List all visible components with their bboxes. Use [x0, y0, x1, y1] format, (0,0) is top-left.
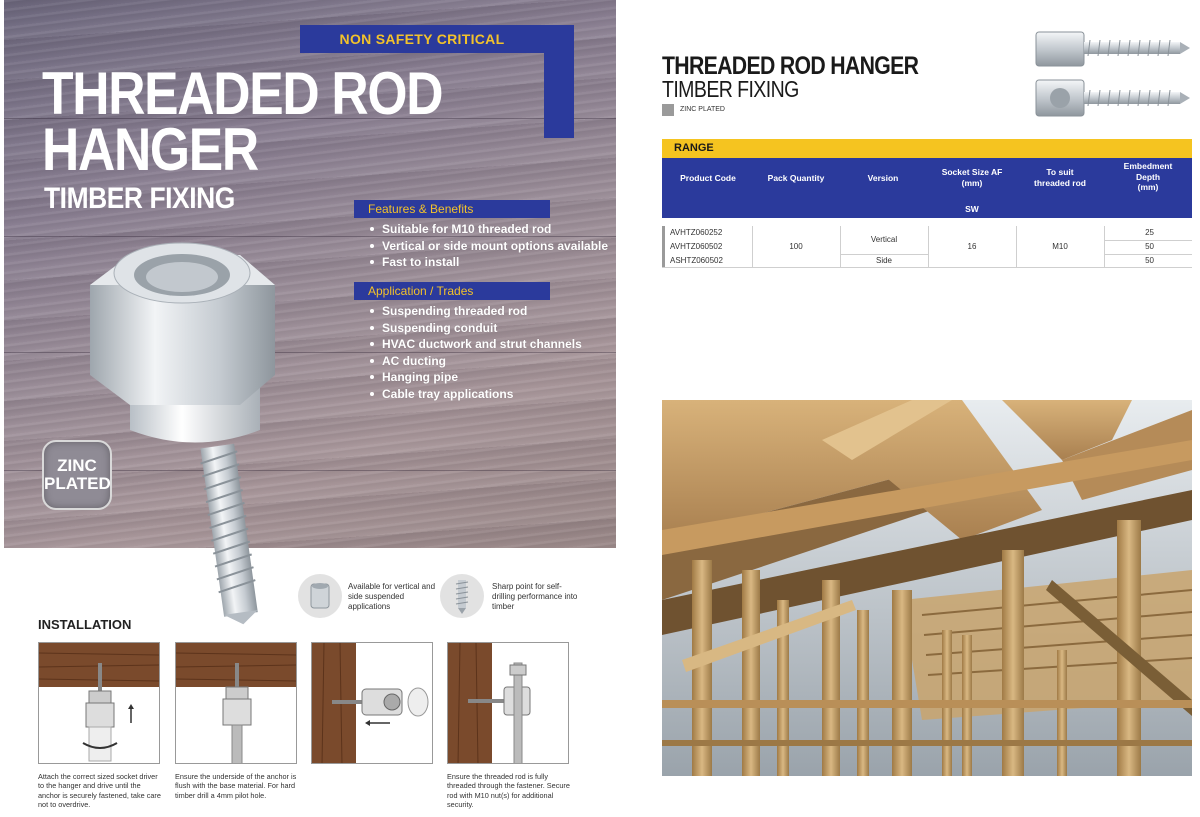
- embed-header-line1: Embedment: [1123, 161, 1173, 171]
- rod-header-line1: To suit: [1046, 167, 1074, 177]
- table-row-code: AVHTZ060252: [670, 228, 723, 237]
- col-pack-quantity: Pack Quantity: [767, 173, 825, 183]
- feature-item: Fast to install: [370, 254, 608, 271]
- banner-text: NON SAFETY CRITICAL: [339, 31, 505, 47]
- applications-list: [370, 303, 582, 402]
- version-vertical: Vertical: [870, 235, 898, 244]
- col-version: Version: [867, 173, 899, 183]
- table-row-code: AVHTZ060502: [670, 242, 723, 251]
- vertical-hanger-thumb: [1036, 32, 1190, 66]
- product-thumbnails: [1030, 28, 1192, 120]
- badge-line1: ZINC: [57, 456, 97, 475]
- col-threaded-rod: [1016, 167, 1104, 188]
- embed-header-line2: Depth: [1135, 171, 1161, 182]
- install-step-1-text: Attach the correct sized socket driver to the hanger and drive until the anchor is securely fastened, take care not to overdrive.: [38, 772, 161, 809]
- hero-title-line1: THREADED ROD: [42, 60, 443, 127]
- hero-subtitle: TIMBER FIXING: [44, 182, 235, 215]
- application-item: AC ducting: [370, 353, 582, 370]
- embedment-depth-value: 50: [1145, 242, 1154, 251]
- col-embedment-depth: [1104, 161, 1192, 193]
- embed-header-line3: (mm): [1137, 182, 1159, 192]
- range-bar: [662, 139, 1192, 158]
- features-list: [370, 221, 608, 271]
- install-step-4-image: [447, 642, 569, 764]
- right-title: THREADED ROD HANGER: [662, 52, 919, 80]
- feature-item: Vertical or side mount options available: [370, 238, 608, 255]
- applications-heading: Application / Trades: [354, 282, 550, 300]
- hero-title: [42, 60, 446, 183]
- socket-size-value: 16: [967, 242, 977, 251]
- threaded-rod-value: M10: [1052, 242, 1068, 251]
- socket-header-line2: (mm): [961, 177, 983, 188]
- col-socket-size: [928, 167, 1016, 188]
- range-label: RANGE: [674, 142, 714, 154]
- feature-note-sharp-point: Sharp point for self-drilling performance into timber: [492, 582, 578, 611]
- rod-header-line2: threaded rod: [1034, 177, 1086, 188]
- timber-frame-photo: [662, 400, 1192, 776]
- application-item: Suspending threaded rod: [370, 303, 582, 320]
- col-product-code: Product Code: [680, 173, 736, 183]
- application-item: Hanging pipe: [370, 369, 582, 386]
- badge-line2: PLATED: [44, 474, 111, 493]
- hero-title-line2: HANGER: [42, 116, 258, 183]
- side-hanger-thumb: [1036, 80, 1190, 116]
- embedment-depth-value: 25: [1145, 228, 1154, 237]
- install-step-1-image: [38, 642, 160, 764]
- col-socket-sw: SW: [965, 204, 979, 214]
- install-step-2-text: Ensure the underside of the anchor is flush with the base material. For hard timber drill a 4mm pilot hole.: [175, 772, 297, 800]
- finish-label: ZINC PLATED: [680, 106, 725, 113]
- feature-item: Suitable for M10 threaded rod: [370, 221, 608, 238]
- version-side: Side: [875, 256, 892, 265]
- application-item: Suspending conduit: [370, 320, 582, 337]
- right-subtitle: TIMBER FIXING: [662, 76, 799, 102]
- install-step-3-image: [311, 642, 433, 764]
- sharp-point-icon: [440, 574, 484, 618]
- zinc-swatch: [662, 104, 674, 116]
- vertical-side-icon: [298, 574, 342, 618]
- application-item: Cable tray applications: [370, 386, 582, 403]
- install-step-4-text: Ensure the threaded rod is fully threaded through the fastener. Secure rod with M10 nut(s) for additional security.: [447, 772, 570, 809]
- table-row-code: ASHTZ060502: [670, 256, 723, 265]
- threaded-rod-hanger-image: [70, 215, 310, 625]
- application-item: HVAC ductwork and strut channels: [370, 336, 582, 353]
- install-step-2-image: [175, 642, 297, 764]
- embedment-depth-value: 50: [1145, 256, 1154, 265]
- pack-quantity-value: 100: [789, 242, 803, 251]
- installation-title: INSTALLATION: [38, 617, 132, 632]
- features-heading: Features & Benefits: [354, 200, 550, 218]
- socket-header-line1: Socket Size AF: [941, 167, 1003, 177]
- feature-note-vertical: Available for vertical and side suspended applications: [348, 582, 436, 611]
